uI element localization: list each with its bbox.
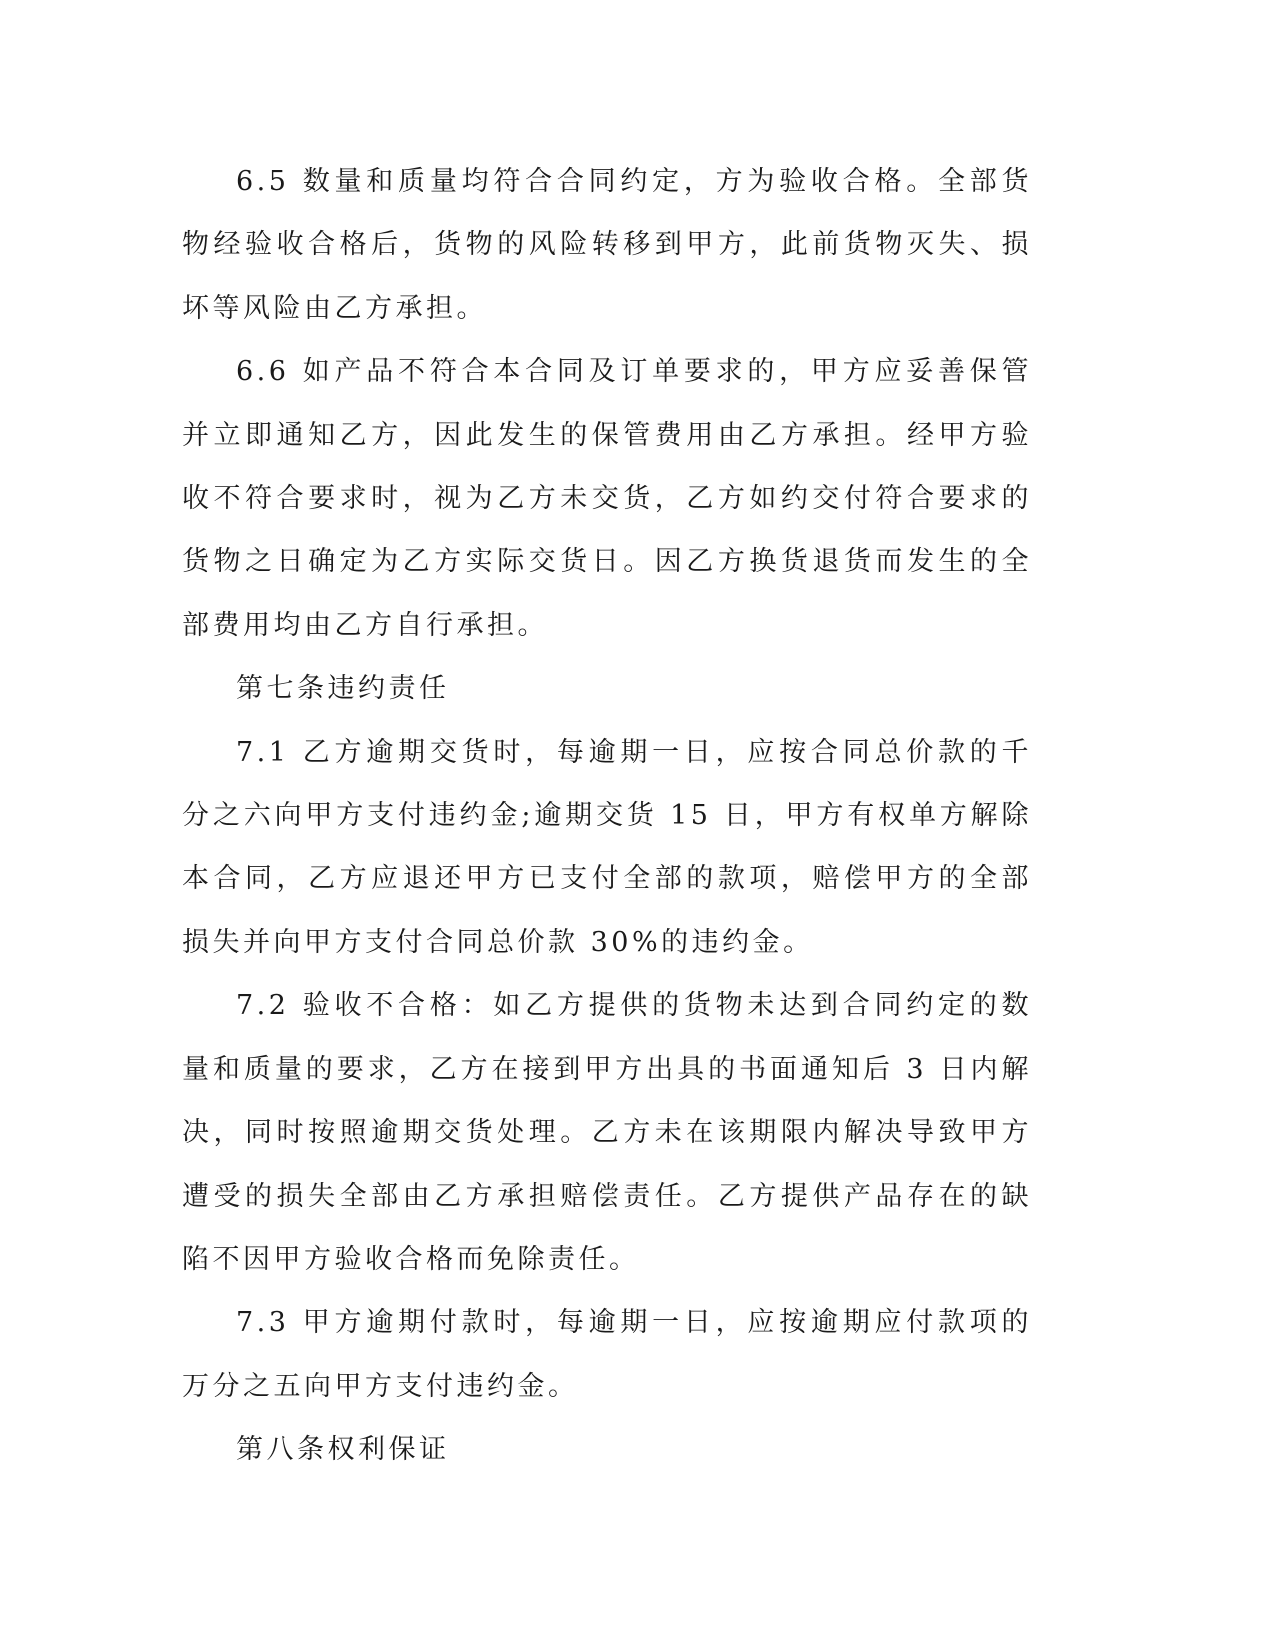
document-body <box>182 150 1032 1482</box>
article-8-heading: 第八条权利保证 <box>236 1434 450 1466</box>
clause-7-2: 7.2 验收不合格：如乙方提供的货物未达到合同约定的数量和质量的要求，乙方在接到甲方出具的书面通知后 3 日内解决，同时按照逾期交货处理。乙方未在该期限内解决导致甲方遭受的损失全部由乙方承担赔偿责任。乙方提供产品存在的缺陷不因甲方验收合格而免除责任。 <box>182 990 1032 1275</box>
clause-6-6: 6.6 如产品不符合本合同及订单要求的，甲方应妥善保管并立即通知乙方，因此发生的保管费用由乙方承担。经甲方验收不符合要求时，视为乙方未交货，乙方如约交付符合要求的货物之日确定为乙方实际交货日。因乙方换货退货而发生的全部费用均由乙方自行承担。 <box>182 356 1032 641</box>
clause-6-5: 6.5 数量和质量均符合合同约定，方为验收合格。全部货物经验收合格后，货物的风险转移到甲方，此前货物灭失、损坏等风险由乙方承担。 <box>182 166 1032 324</box>
clause-7-1: 7.1 乙方逾期交货时，每逾期一日，应按合同总价款的千分之六向甲方支付违约金;逾期交货 15 日，甲方有权单方解除本合同，乙方应退还甲方已支付全部的款项，赔偿甲方的全部损失并向甲方支付合同总价款 30%的违约金。 <box>182 736 1032 958</box>
article-7-heading: 第七条违约责任 <box>236 673 450 705</box>
clause-7-3: 7.3 甲方逾期付款时，每逾期一日，应按逾期应付款项的万分之五向甲方支付违约金。 <box>182 1307 1032 1402</box>
